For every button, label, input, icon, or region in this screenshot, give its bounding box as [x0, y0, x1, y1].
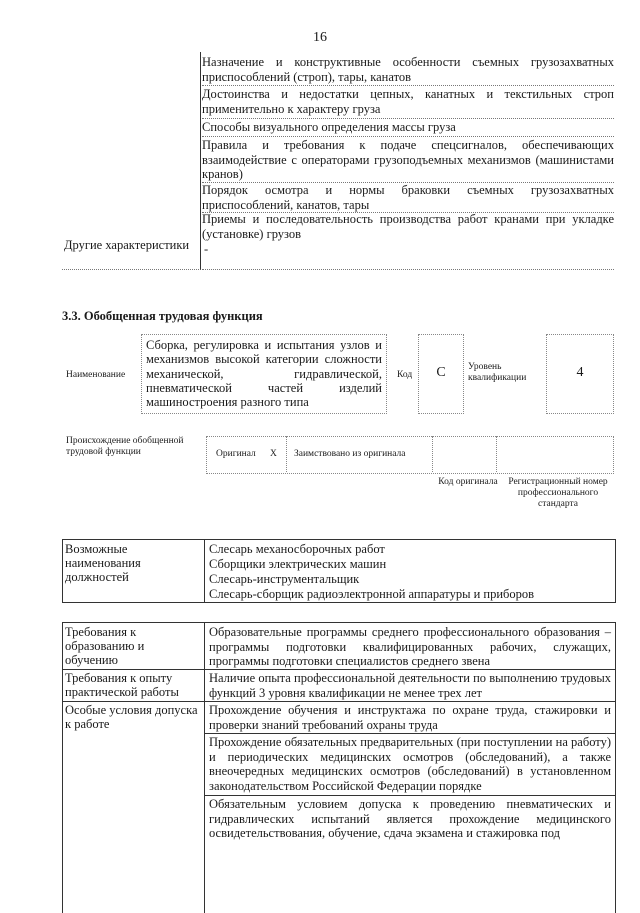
special-condition: Обязательным условием допуска к проведению пневматических и гидравлических испытаний является прохождение медицинского освидетельствования, обучение, сдача экзамена и стажировка под	[209, 797, 611, 840]
position-item: Слесарь-инструментальщик	[209, 572, 360, 586]
other-characteristics-value: -	[204, 242, 209, 256]
code-value: C	[436, 365, 446, 380]
knowledge-row: Порядок осмотра и нормы браковки съемных грузозахватных приспособлений, канатов, тары	[202, 183, 614, 212]
position-item: Слесарь-сборщик радиоэлектронной аппаратуры и приборов	[209, 587, 535, 601]
level-label: Уровень квалификации	[468, 362, 527, 383]
experience-value: Наличие опыта профессиональной деятельности по выполнению трудовых функций 3 уровня квалификации не менее трех лет	[209, 671, 611, 700]
position-item: Слесарь механосборочных работ	[209, 542, 385, 556]
knowledge-row: Достоинства и недостатки цепных, канатных и текстильных строп применительно к характеру груза	[202, 87, 614, 119]
origin-box	[206, 436, 614, 474]
knowledge-row: Способы визуального определения массы груза	[202, 120, 614, 137]
name-value: Сборка, регулировка и испытания узлов и механизмов высокой категории сложности механической, гидравлической, пневматической частей изделий машиностроения разного типа	[146, 338, 382, 410]
original-mark: X	[270, 449, 277, 459]
code-label: Код	[397, 370, 413, 380]
knowledge-row: Назначение и конструктивные особенности съемных грузозахватных приспособлений (строп), тары, канатов	[202, 55, 614, 86]
borrowed-label: Заимствовано из оригинала	[294, 449, 406, 459]
special-condition: Прохождение обучения и инструктажа по охране труда, стажировки и проверки знаний требований охраны труда	[209, 703, 611, 732]
original-label: Оригинал	[216, 449, 256, 459]
registration-caption: Регистрационный номер профессионального стандарта	[508, 477, 608, 509]
positions-label: Возможные наименования должностей	[65, 542, 141, 584]
education-label: Требования к образованию и обучению	[65, 625, 145, 667]
requirements-table	[62, 622, 616, 913]
special-conditions-label: Особые условия допуска к работе	[65, 703, 198, 731]
level-value: 4	[576, 365, 584, 380]
origin-label: Происхождение обобщенной трудовой функции	[66, 436, 184, 457]
code-box	[418, 334, 464, 414]
level-box	[546, 334, 614, 414]
section-title: 3.3. Обобщенная трудовая функция	[62, 309, 263, 323]
special-condition: Прохождение обязательных предварительных (при поступлении на работу) и периодических медицинских осмотров (обследований), а также внеочередных медицинских осмотров (обследований) в установленном законодательством Российской Федерации порядке	[209, 735, 611, 793]
page-number: 16	[313, 30, 327, 45]
experience-label: Требования к опыту практической работы	[65, 671, 179, 699]
position-item: Сборщики электрических машин	[209, 557, 387, 571]
other-characteristics-label: Другие характеристики	[64, 238, 190, 252]
knowledge-row: Приемы и последовательность производства работ кранами при укладке (установке) грузов	[202, 212, 614, 241]
name-box	[141, 334, 387, 414]
positions-table	[62, 539, 616, 603]
name-label: Наименование	[66, 370, 126, 380]
code-original-caption: Код оригинала	[438, 477, 498, 487]
education-value: Образовательные программы среднего профессионального образования – программы подготовки квалифицированных рабочих, служащих, программы подготовки специалистов среднего звена	[209, 625, 611, 668]
knowledge-row: Правила и требования к подаче спецсигналов, обеспечивающих взаимодействие с операторами грузоподъемных механизмов (машинистами кранов)	[202, 138, 614, 181]
